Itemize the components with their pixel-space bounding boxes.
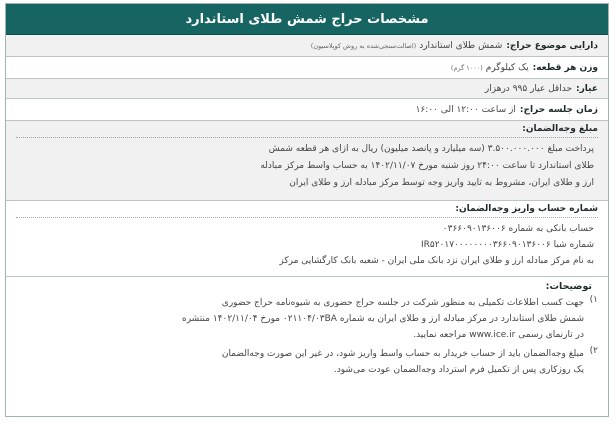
note-line: مبلغ وجه‌الضمان باید از حساب خریدار به حساب واسط واریز شود، در غیر این صورت وجه‌الضمان bbox=[221, 349, 584, 359]
deposit-line: طلای استاندارد تا ساعت ۲۴:۰۰ روز شنبه مورخ ۱۴۰۲/۱۱/۰۷ به حساب واسط مرکز مبادله bbox=[260, 161, 594, 171]
session-value: از ساعت ۱۲:۰۰ الی ۱۶:۰۰ bbox=[415, 104, 516, 115]
asset-label: دارایی موضوع حراج: bbox=[506, 40, 598, 51]
panel-header bbox=[6, 4, 608, 35]
weight-value: یک کیلوگرم bbox=[485, 62, 529, 73]
deposit-section bbox=[6, 121, 608, 201]
account-sheba: شماره شبا IR۵۲۰۱۷۰۰۰۰۰۰۰۰۳۶۶۰۹۰۱۳۶۰۰۶ bbox=[420, 240, 594, 250]
session-label: زمان جلسه حراج: bbox=[519, 104, 598, 115]
note-line: شمش طلای استاندارد در مرکز مبادله ارز و طلای ایران به شماره ۰۲۱۱۰۴/۰۳BA مورخ ۱۴۰۲/۱۱/۰۴ منتشره bbox=[181, 314, 584, 324]
note-item bbox=[16, 295, 598, 343]
account-title: شماره حساب واریز وجه‌الضمان: bbox=[16, 204, 598, 218]
deposit-line: پرداخت مبلغ ۳.۵۰۰.۰۰۰.۰۰۰ (سه میلیارد و پانصد میلیون) ریال به ازای هر قطعه شمش bbox=[268, 144, 594, 154]
note-line: در تارنمای رسمی www.ice.ir مراجعه نمایید. bbox=[413, 330, 584, 340]
note-item bbox=[16, 346, 598, 378]
purity-row bbox=[6, 79, 608, 99]
purity-label: عیار: bbox=[576, 83, 598, 94]
note-line: یک روزکاری پس از تکمیل فرم استرداد وجه‌الضمان عودت می‌شود. bbox=[333, 365, 584, 375]
account-holder: به نام مرکز مبادله ارز و طلای ایران نزد بانک ملی ایران - شعبه بانک کارگشایی مرکز bbox=[279, 256, 594, 266]
asset-note: (اصالت‌سنجی‌شده به روش کوپلاسیون) bbox=[310, 41, 417, 50]
note-line: جهت کسب اطلاعات تکمیلی به منظور شرکت در جلسه حراج حضوری به شیوه‌نامه حراج حضوری bbox=[221, 298, 584, 308]
asset-row bbox=[6, 35, 608, 57]
notes-section bbox=[6, 277, 608, 382]
weight-note: (۱۰۰۰ گرم) bbox=[450, 63, 483, 72]
weight-label: وزن هر قطعه: bbox=[532, 62, 598, 73]
note-number: ۱) bbox=[589, 295, 598, 305]
note-number: ۲) bbox=[589, 346, 598, 356]
asset-value: شمش طلای استاندارد bbox=[419, 40, 503, 51]
notes-title: توضیحات: bbox=[545, 281, 592, 292]
panel-title: مشخصات حراج شمش طلای استاندارد bbox=[185, 11, 429, 27]
weight-row bbox=[6, 57, 608, 79]
account-section bbox=[6, 201, 608, 277]
deposit-line: ارز و طلای ایران، مشروط به تایید واریز وجه توسط مرکز مبادله ارز و طلای ایران bbox=[289, 178, 594, 188]
session-row bbox=[6, 99, 608, 121]
deposit-title: مبلغ وجه‌الضمان: bbox=[16, 124, 598, 138]
account-number: حساب بانکی به شماره ۰۳۶۶۰۹۰۱۳۶۰۰۶ bbox=[442, 224, 594, 234]
purity-value: حداقل عیار ۹۹۵ درهزار bbox=[484, 83, 573, 94]
auction-specs-panel bbox=[5, 3, 609, 417]
